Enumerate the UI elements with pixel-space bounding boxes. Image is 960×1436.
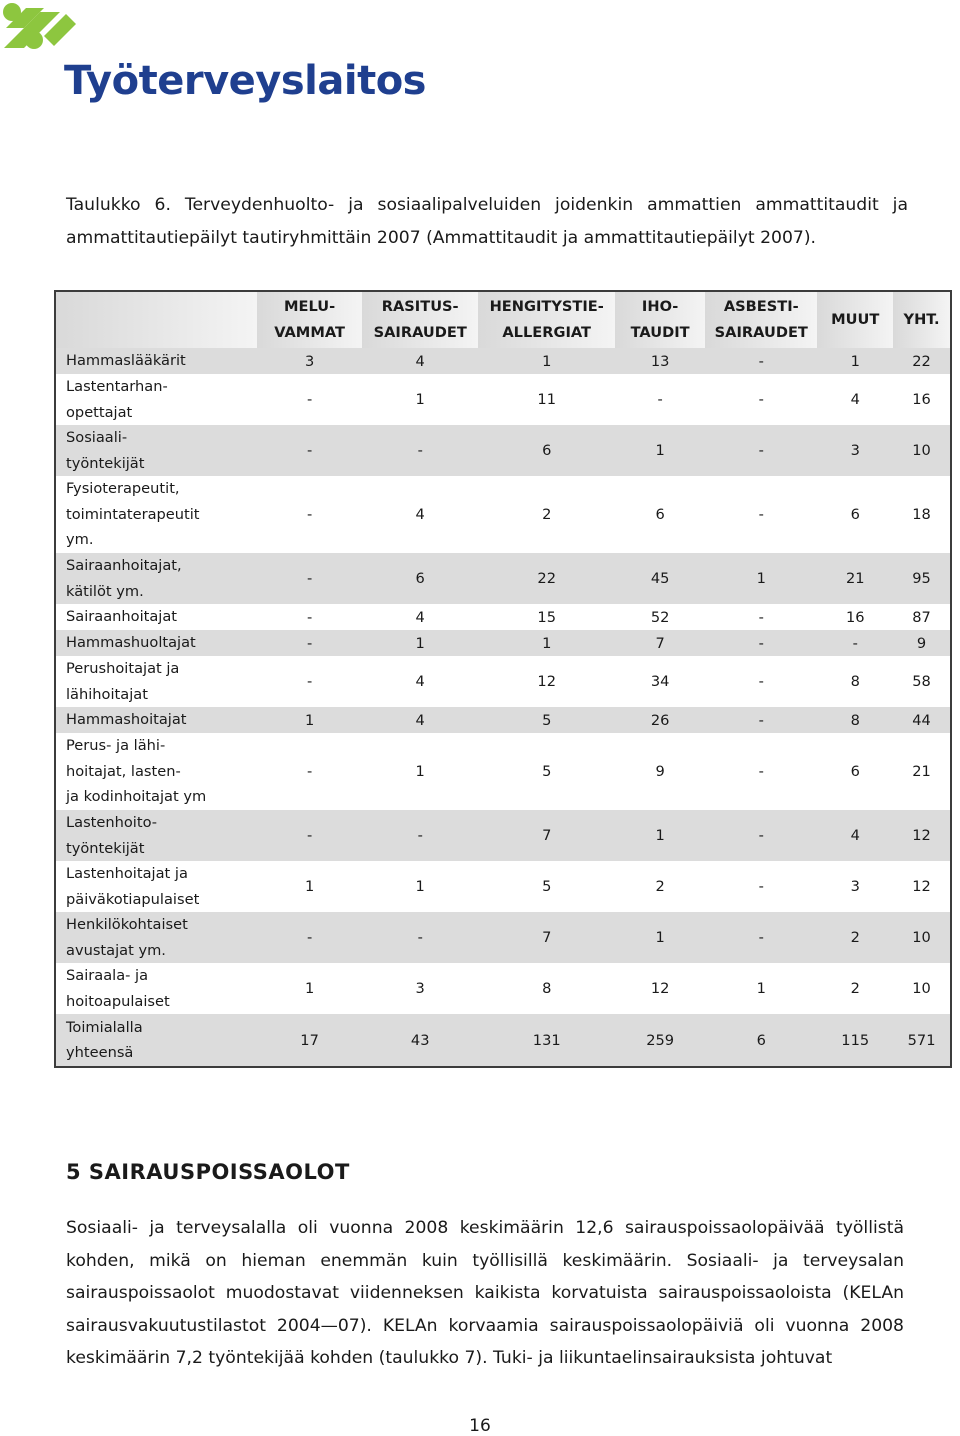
header-cell <box>362 291 478 348</box>
row-label: Fysioterapeutit, toimintaterapeutit ym. <box>55 476 257 553</box>
row-label: Sairaanhoitajat <box>55 604 257 630</box>
table-row <box>55 374 951 425</box>
table-cell: 4 <box>362 604 478 630</box>
table-cell: 4 <box>362 476 478 553</box>
table-cell: 21 <box>893 733 951 810</box>
table-cell: 6 <box>817 476 893 553</box>
header-text: MUUT <box>831 311 880 328</box>
table-row <box>55 810 951 861</box>
table-cell: 1 <box>257 707 362 733</box>
table-cell: 131 <box>478 1014 615 1067</box>
table-cell: - <box>362 425 478 476</box>
header-corner <box>55 291 257 348</box>
table-cell: 15 <box>478 604 615 630</box>
table-cell: 11 <box>478 374 615 425</box>
table-cell: 7 <box>615 630 705 656</box>
table-cell: 4 <box>362 348 478 374</box>
row-label: Perushoitajat ja lähihoitajat <box>55 656 257 707</box>
table-cell: 12 <box>893 861 951 912</box>
header-text: MELU- <box>283 298 336 315</box>
header-cell <box>615 291 705 348</box>
table-cell: 259 <box>615 1014 705 1067</box>
table-cell: 2 <box>478 476 615 553</box>
table-cell: 43 <box>362 1014 478 1067</box>
table-cell: 52 <box>615 604 705 630</box>
table-cell: - <box>705 861 817 912</box>
table-cell: 3 <box>817 861 893 912</box>
table-cell: 1 <box>257 963 362 1014</box>
table-cell: 2 <box>817 963 893 1014</box>
header-text: ASBESTI- <box>723 298 799 315</box>
table-cell: 22 <box>478 553 615 604</box>
header-text: ALLERGIAT <box>502 324 592 341</box>
table-row <box>55 553 951 604</box>
table-cell: - <box>705 810 817 861</box>
table-cell: - <box>705 374 817 425</box>
table-cell: 10 <box>893 425 951 476</box>
table-row <box>55 630 951 656</box>
row-label: Toimialalla yhteensä <box>55 1014 257 1067</box>
table-row <box>55 656 951 707</box>
table-cell: 7 <box>478 810 615 861</box>
table-cell: 87 <box>893 604 951 630</box>
table-cell: - <box>257 733 362 810</box>
table-cell: - <box>257 630 362 656</box>
table-cell: - <box>705 630 817 656</box>
table-cell: 1 <box>257 861 362 912</box>
occupational-disease-table <box>54 290 952 1068</box>
header-cell <box>705 291 817 348</box>
table-cell: 12 <box>615 963 705 1014</box>
section-heading: 5 SAIRAUSPOISSAOLOT <box>66 1160 350 1184</box>
table-cell: - <box>257 810 362 861</box>
table-cell: 7 <box>478 912 615 963</box>
table-cell: - <box>705 476 817 553</box>
row-label: Perus- ja lähi- hoitajat, lasten- ja kodinhoitajat ym <box>55 733 257 810</box>
table-cell: 6 <box>705 1014 817 1067</box>
table-cell: - <box>705 707 817 733</box>
header-cell <box>257 291 362 348</box>
table-cell: 5 <box>478 861 615 912</box>
row-label: Henkilökohtaiset avustajat ym. <box>55 912 257 963</box>
row-label: Lastenhoitajat ja päiväkotiapulaiset <box>55 861 257 912</box>
table-body <box>55 348 951 1067</box>
table-row <box>55 1014 951 1067</box>
header-text: YHT. <box>903 311 940 328</box>
table-row <box>55 348 951 374</box>
table-cell: - <box>257 374 362 425</box>
table-cell: - <box>817 630 893 656</box>
row-label: Sosiaali- työntekijät <box>55 425 257 476</box>
table-row <box>55 733 951 810</box>
table-cell: 13 <box>615 348 705 374</box>
logo <box>0 0 426 115</box>
table-header-row <box>55 291 951 348</box>
table-cell: - <box>705 604 817 630</box>
row-label: Lastenhoito- työntekijät <box>55 810 257 861</box>
table-cell: 10 <box>893 912 951 963</box>
table-row <box>55 425 951 476</box>
table-row <box>55 707 951 733</box>
table-cell: - <box>362 912 478 963</box>
table-cell: 1 <box>615 425 705 476</box>
table-cell: 6 <box>362 553 478 604</box>
table-cell: 16 <box>817 604 893 630</box>
table-cell: 18 <box>893 476 951 553</box>
table-cell: 1 <box>362 374 478 425</box>
table-cell: - <box>257 912 362 963</box>
row-label: Hammashuoltajat <box>55 630 257 656</box>
table-cell: 1 <box>705 553 817 604</box>
table-cell: 2 <box>817 912 893 963</box>
header-cell <box>817 291 893 348</box>
header-cell <box>893 291 951 348</box>
table-cell: 45 <box>615 553 705 604</box>
header-text: RASITUS- <box>381 298 459 315</box>
table-cell: 17 <box>257 1014 362 1067</box>
table-cell: - <box>362 810 478 861</box>
table-cell: 115 <box>817 1014 893 1067</box>
table-cell: 4 <box>362 656 478 707</box>
table-cell: 8 <box>817 656 893 707</box>
table-cell: 5 <box>478 733 615 810</box>
table-cell: 3 <box>257 348 362 374</box>
table-cell: 8 <box>478 963 615 1014</box>
table-cell: - <box>705 348 817 374</box>
row-label: Sairaala- ja hoitoapulaiset <box>55 963 257 1014</box>
table-cell: 95 <box>893 553 951 604</box>
table-cell: 4 <box>817 374 893 425</box>
table-cell: 22 <box>893 348 951 374</box>
header-text: IHO- <box>641 298 679 315</box>
table-cell: 1 <box>615 810 705 861</box>
header-text: SAIRAUDET <box>714 324 808 341</box>
table-cell: 9 <box>893 630 951 656</box>
table-row <box>55 912 951 963</box>
table-cell: 9 <box>615 733 705 810</box>
table-cell: 16 <box>893 374 951 425</box>
table-cell: 1 <box>362 630 478 656</box>
header-cell <box>478 291 615 348</box>
table-cell: 5 <box>478 707 615 733</box>
table-cell: 1 <box>705 963 817 1014</box>
table-cell: 1 <box>362 733 478 810</box>
table-cell: - <box>705 733 817 810</box>
table-cell: 1 <box>478 348 615 374</box>
table-cell: 21 <box>817 553 893 604</box>
row-label: Lastentarhan- opettajat <box>55 374 257 425</box>
table-cell: 3 <box>817 425 893 476</box>
header-text: VAMMAT <box>274 324 345 341</box>
table-cell: 1 <box>362 861 478 912</box>
table-cell: 10 <box>893 963 951 1014</box>
table-row <box>55 604 951 630</box>
table-cell: 44 <box>893 707 951 733</box>
table-cell: - <box>257 476 362 553</box>
table-cell: 8 <box>817 707 893 733</box>
table-cell: 12 <box>478 656 615 707</box>
table-cell: - <box>257 604 362 630</box>
table-cell: - <box>615 374 705 425</box>
table-cell: 1 <box>615 912 705 963</box>
table-cell: 1 <box>817 348 893 374</box>
table-cell: 2 <box>615 861 705 912</box>
table-cell: - <box>705 912 817 963</box>
table-cell: - <box>705 425 817 476</box>
header-text: HENGITYSTIE- <box>489 298 604 315</box>
header-text: TAUDIT <box>630 324 690 341</box>
table-cell: 58 <box>893 656 951 707</box>
table-cell: 6 <box>817 733 893 810</box>
table-cell: 1 <box>478 630 615 656</box>
table-cell: 6 <box>615 476 705 553</box>
row-label: Hammaslääkärit <box>55 348 257 374</box>
table-cell: - <box>257 553 362 604</box>
logo-wordmark: Työterveyslaitos <box>64 58 426 104</box>
table-cell: 34 <box>615 656 705 707</box>
table-cell: - <box>705 656 817 707</box>
table-row <box>55 861 951 912</box>
table-cell: 26 <box>615 707 705 733</box>
table-row <box>55 963 951 1014</box>
table-cell: 3 <box>362 963 478 1014</box>
table-caption: Taulukko 6. Terveydenhuolto- ja sosiaalipalveluiden joidenkin ammattien ammattitaudit ja ammattitautiepäilyt tautiryhmittäin 2007 (Ammattitaudit ja ammattitautiepäilyt 2007). <box>66 195 908 248</box>
table-cell: 571 <box>893 1014 951 1067</box>
table-cell: 4 <box>817 810 893 861</box>
row-label: Hammashoitajat <box>55 707 257 733</box>
table-cell: - <box>257 656 362 707</box>
table-cell: 6 <box>478 425 615 476</box>
table-cell: - <box>257 425 362 476</box>
row-label: Sairaanhoitajat, kätilöt ym. <box>55 553 257 604</box>
page-number: 16 <box>469 1416 491 1436</box>
body-paragraph: Sosiaali- ja terveysalalla oli vuonna 2008 keskimäärin 12,6 sairauspoissaolopäivää työllistä kohden, mikä on hieman enemmän kuin työllisillä keskimäärin. Sosiaali- ja terveysalan sairauspoissaolot muodostavat viidenneksen kaikista korvatuista sairauspoissaoloista (KELAn sairausvakuutustilastot 2004—07). KELAn korvaamia sairauspoissaolopäiviä oli vuonna 2008 keskimäärin 7,2 työntekijää kohden (taulukko 7). Tuki- ja liikuntaelinsairauksista johtuvat <box>66 1218 904 1368</box>
header-text: SAIRAUDET <box>373 324 467 341</box>
table-row <box>55 476 951 553</box>
table-cell: 4 <box>362 707 478 733</box>
table-cell: 12 <box>893 810 951 861</box>
